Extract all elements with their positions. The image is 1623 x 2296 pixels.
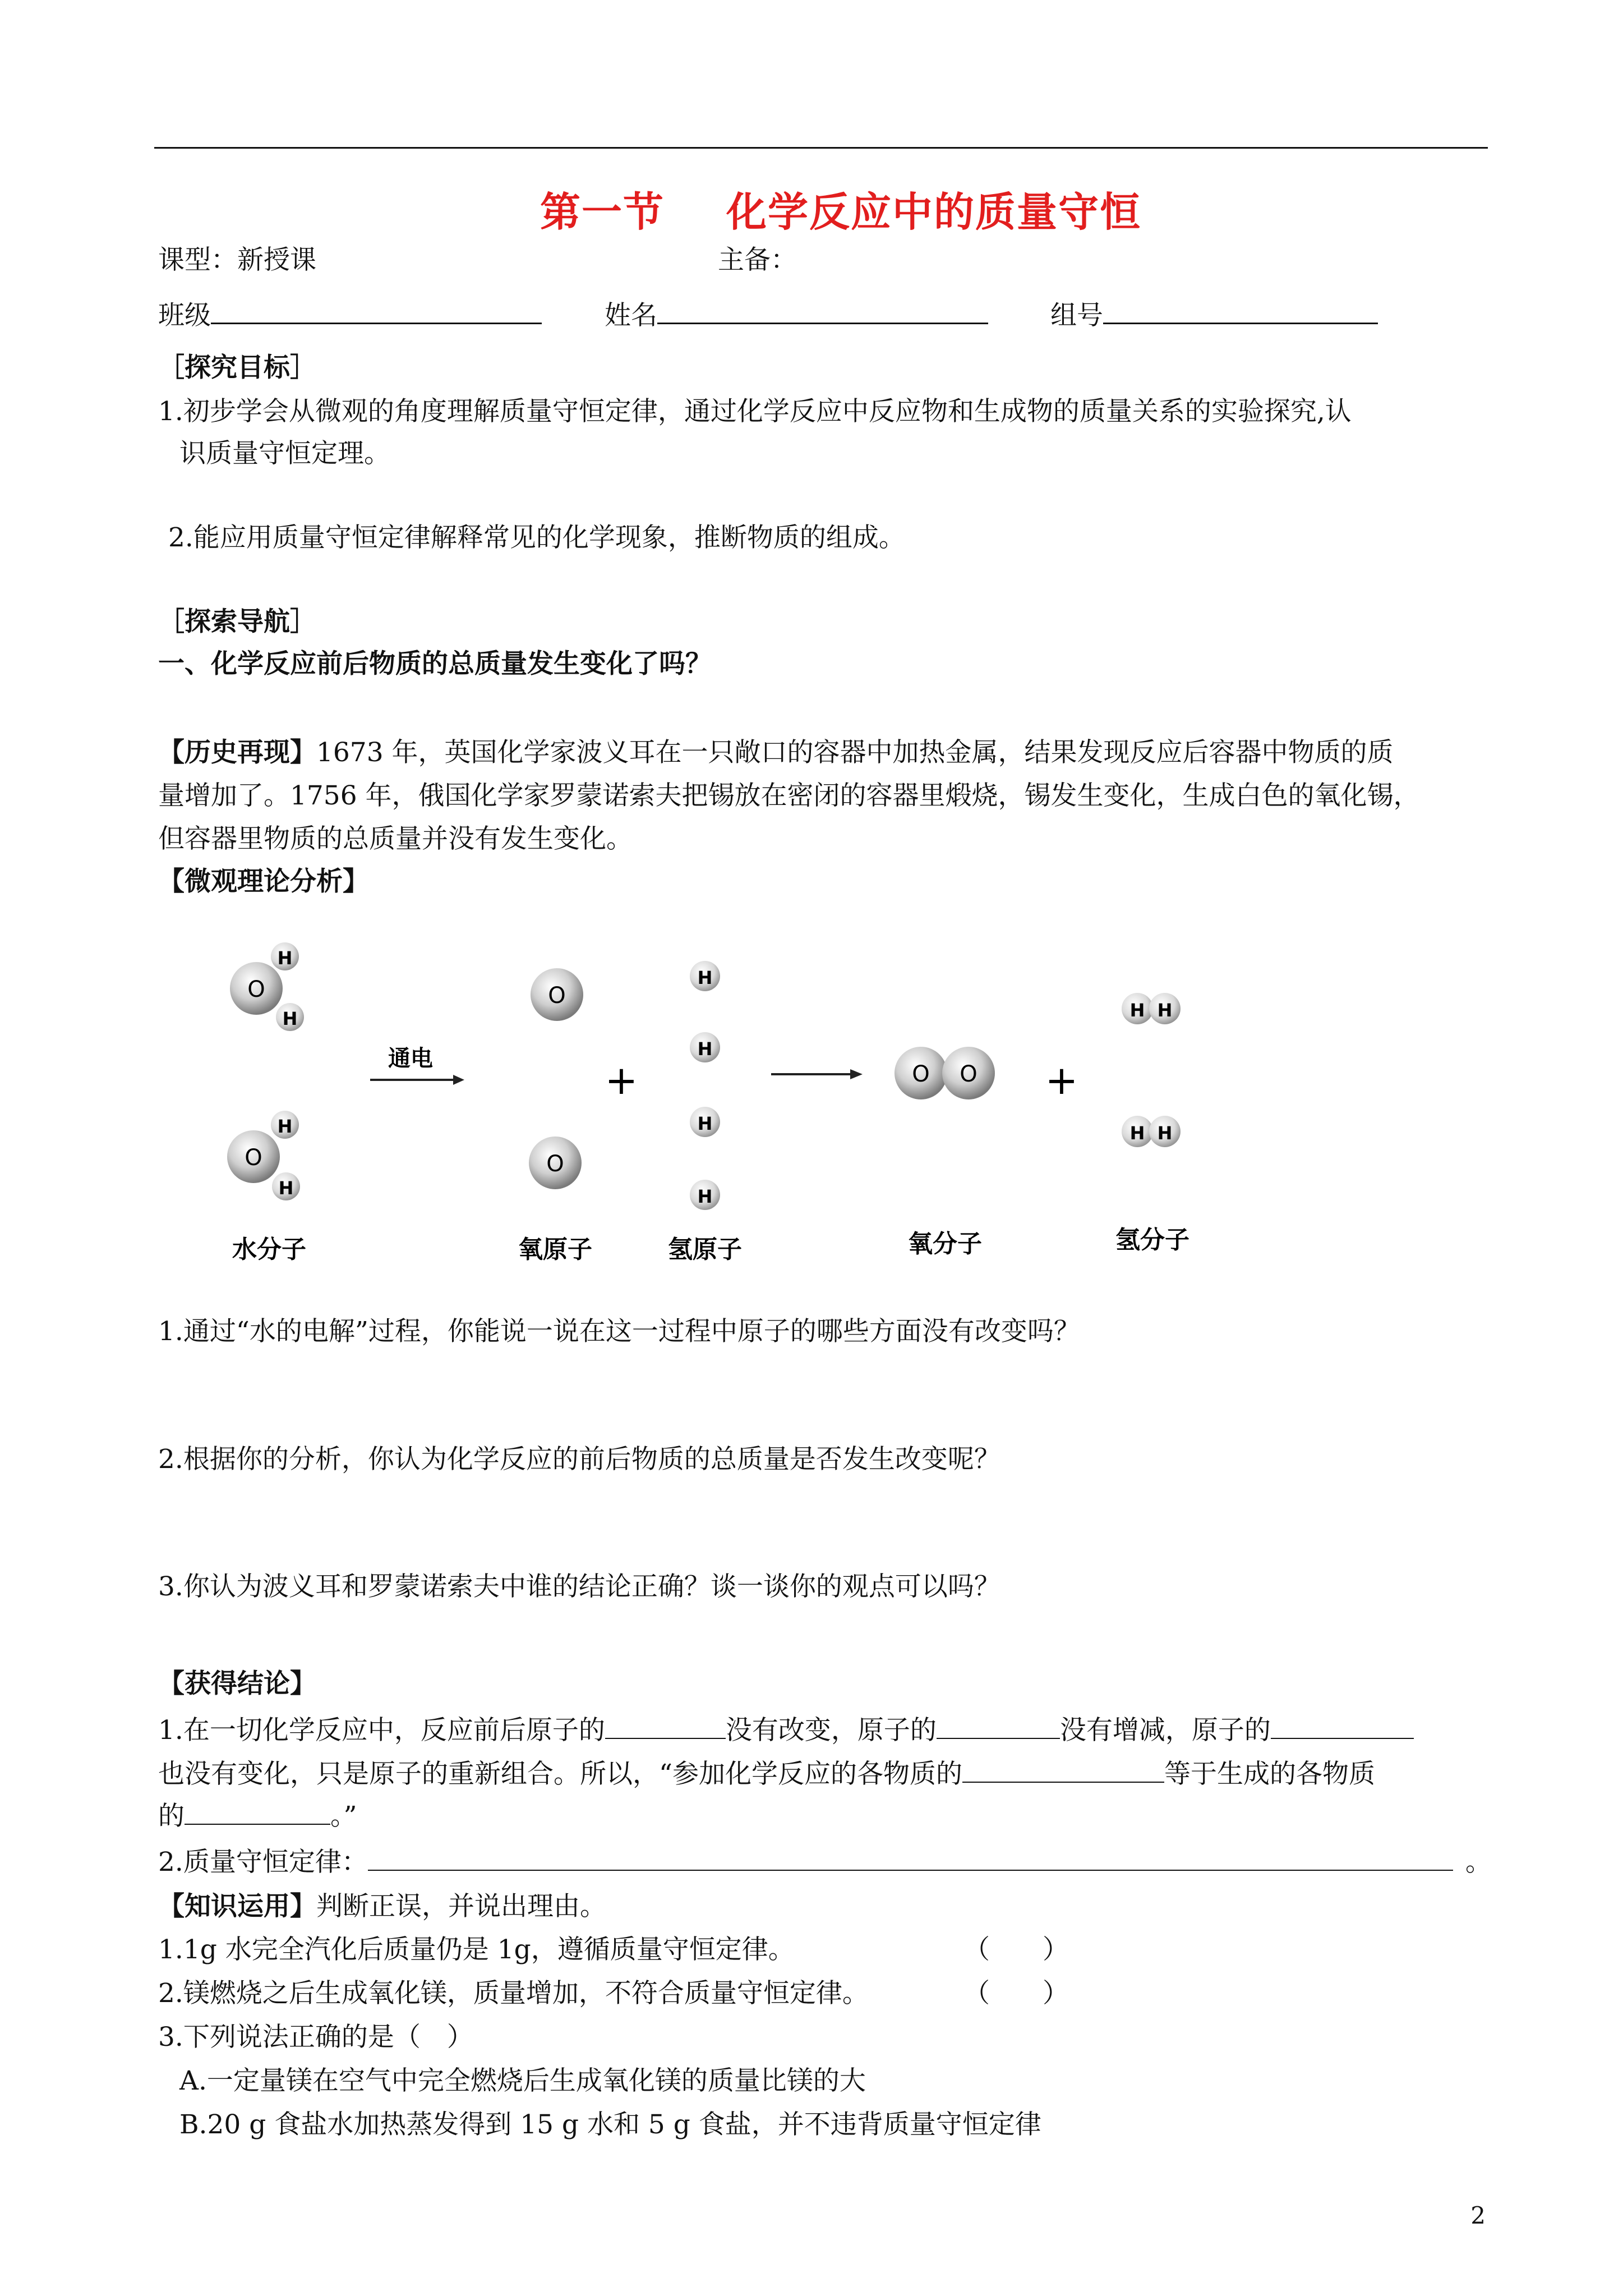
application-item-1: 1.1g 水完全汽化后质量仍是 1g，遵循质量守恒定律。 <box>158 1934 795 1965</box>
svg-text:O: O <box>912 1061 930 1087</box>
svg-text:H: H <box>282 1008 298 1029</box>
conclusion-line2: 也没有变化，只是原子的重新组合。所以，“参加化学反应的各物质的 等于生成的各物质 <box>158 1759 1376 1789</box>
navigation-heading: ［探索导航］ <box>158 606 316 637</box>
water-electrolysis-diagram <box>213 931 1267 1279</box>
question-1: 1.通过“水的电解”过程，你能说一说在这一过程中原子的哪些方面没有改变吗？ <box>158 1316 1080 1347</box>
hydrogen-molecule <box>1122 1116 1181 1147</box>
svg-text:H: H <box>697 1113 713 1134</box>
page-title <box>540 180 1141 238</box>
conservation-law-line: 2.质量守恒定律： 。 <box>158 1847 1492 1878</box>
water-molecule <box>227 1111 300 1200</box>
group-field[interactable]: 组号 <box>1050 300 1378 329</box>
history-line1: 【历史再现】1673 年，英国化学家波义耳在一只敞口的容器中加热金属，结果发现反应后容器中物质的质 <box>158 737 1394 768</box>
option-a: A.一定量镁在空气中完全燃烧后生成氧化镁的质量比镁的大 <box>179 2065 866 2096</box>
svg-text:O: O <box>247 977 265 1002</box>
arrow-label: 通电 <box>388 1046 433 1071</box>
option-b: B.20 g 食盐水加热蒸发得到 15 g 水和 5 g 食盐，并不违背质量守恒定律 <box>179 2109 1041 2140</box>
svg-text:H: H <box>1157 1122 1173 1144</box>
conclusion-label: 【获得结论】 <box>158 1668 316 1699</box>
application-heading: 【知识运用】判断正误，并说出理由。 <box>158 1891 606 1922</box>
objectives-heading: ［探究目标］ <box>158 352 316 383</box>
caption-hydrogen-atom: 氢原子 <box>668 1235 742 1264</box>
application-item-2: 2.镁燃烧之后生成氧化镁，质量增加，不符合质量守恒定律。 <box>158 1978 869 2009</box>
svg-text:H: H <box>697 1038 713 1060</box>
title-section: 第一节 <box>540 188 665 236</box>
caption-water-molecule: 水分子 <box>232 1235 306 1264</box>
caption-oxygen-molecule: 氧分子 <box>908 1230 982 1258</box>
law-answer-field[interactable] <box>368 1848 1453 1871</box>
oxygen-atom <box>531 968 583 1021</box>
question-3: 3.你认为波义耳和罗蒙诺索夫中谁的结论正确？谈一谈你的观点可以吗？ <box>158 1571 1000 1602</box>
objective-1-line1: 1.初步学会从微观的角度理解质量守恒定律，通过化学反应中反应物和生成物的质量关系的实验探究,认 <box>158 396 1352 427</box>
plus-sign: + <box>605 1057 638 1103</box>
application-item-3: 3.下列说法正确的是（ ） <box>158 2022 473 2053</box>
hydrogen-atom <box>690 1107 720 1137</box>
hydrogen-atom <box>690 1180 720 1210</box>
lesson-type: 课型：新授课 <box>158 245 316 275</box>
svg-text:H: H <box>1129 1000 1145 1021</box>
svg-text:H: H <box>697 967 713 988</box>
svg-text:H: H <box>277 947 293 969</box>
title-topic: 化学反应中的质量守恒 <box>726 188 1142 236</box>
class-field[interactable]: 班级 <box>158 300 542 329</box>
arrowhead-icon <box>850 1069 863 1079</box>
svg-text:H: H <box>697 1186 713 1207</box>
hydrogen-atom <box>690 1032 720 1062</box>
history-line2: 量增加了。1756 年，俄国化学家罗蒙诺索夫把锡放在密闭的容器里煅烧，锡发生变化，生成白色的氧化锡， <box>158 780 1420 811</box>
svg-text:O: O <box>548 983 566 1009</box>
oxygen-molecule <box>895 1047 995 1099</box>
arrowhead-icon <box>453 1075 464 1085</box>
water-molecule <box>230 942 304 1031</box>
objective-1-line2: 识质量守恒定理。 <box>179 438 390 469</box>
name-field[interactable]: 姓名 <box>605 300 988 329</box>
answer-parentheses[interactable]: （ ） <box>963 1978 1069 2009</box>
svg-text:O: O <box>546 1151 564 1177</box>
svg-text:H: H <box>1129 1122 1145 1144</box>
caption-hydrogen-molecule: 氢分子 <box>1115 1226 1189 1254</box>
plus-sign: + <box>1045 1057 1078 1103</box>
history-label: 【历史再现】 <box>158 737 316 768</box>
conclusion-line1: 1.在一切化学反应中，反应前后原子的 没有改变，原子的 没有增减，原子的 <box>158 1717 1414 1743</box>
svg-text:H: H <box>278 1177 294 1199</box>
caption-oxygen-atom: 氧原子 <box>518 1235 592 1264</box>
oxygen-atom <box>529 1137 582 1189</box>
header-rule <box>154 147 1488 149</box>
objective-2: 2.能应用质量守恒定律解释常见的化学现象，推断物质的组成。 <box>168 522 905 553</box>
blank-field[interactable] <box>962 1760 1164 1783</box>
lead-teacher-label: 主备： <box>718 245 797 275</box>
conclusion-line3: 的 。” <box>158 1801 357 1832</box>
hydrogen-atom <box>690 961 720 991</box>
section-question-1: 一、化学反应前后物质的总质量发生变化了吗？ <box>158 648 712 679</box>
blank-field[interactable] <box>605 1717 726 1739</box>
answer-parentheses[interactable]: （ ） <box>963 1934 1069 1965</box>
history-line3: 但容器里物质的总质量并没有发生变化。 <box>158 823 633 854</box>
svg-text:O: O <box>960 1061 978 1087</box>
blank-field[interactable] <box>937 1717 1060 1739</box>
micro-analysis-label: 【微观理论分析】 <box>158 866 369 897</box>
hydrogen-molecule <box>1122 993 1181 1024</box>
blank-field[interactable] <box>185 1802 330 1825</box>
page-number: 2 <box>1470 2202 1486 2229</box>
application-label: 【知识运用】 <box>158 1891 316 1922</box>
question-2: 2.根据你的分析，你认为化学反应的前后物质的总质量是否发生改变呢？ <box>158 1444 1000 1475</box>
svg-text:H: H <box>277 1116 293 1137</box>
svg-text:O: O <box>245 1145 262 1171</box>
blank-field[interactable] <box>1271 1717 1414 1739</box>
svg-text:H: H <box>1157 1000 1173 1021</box>
